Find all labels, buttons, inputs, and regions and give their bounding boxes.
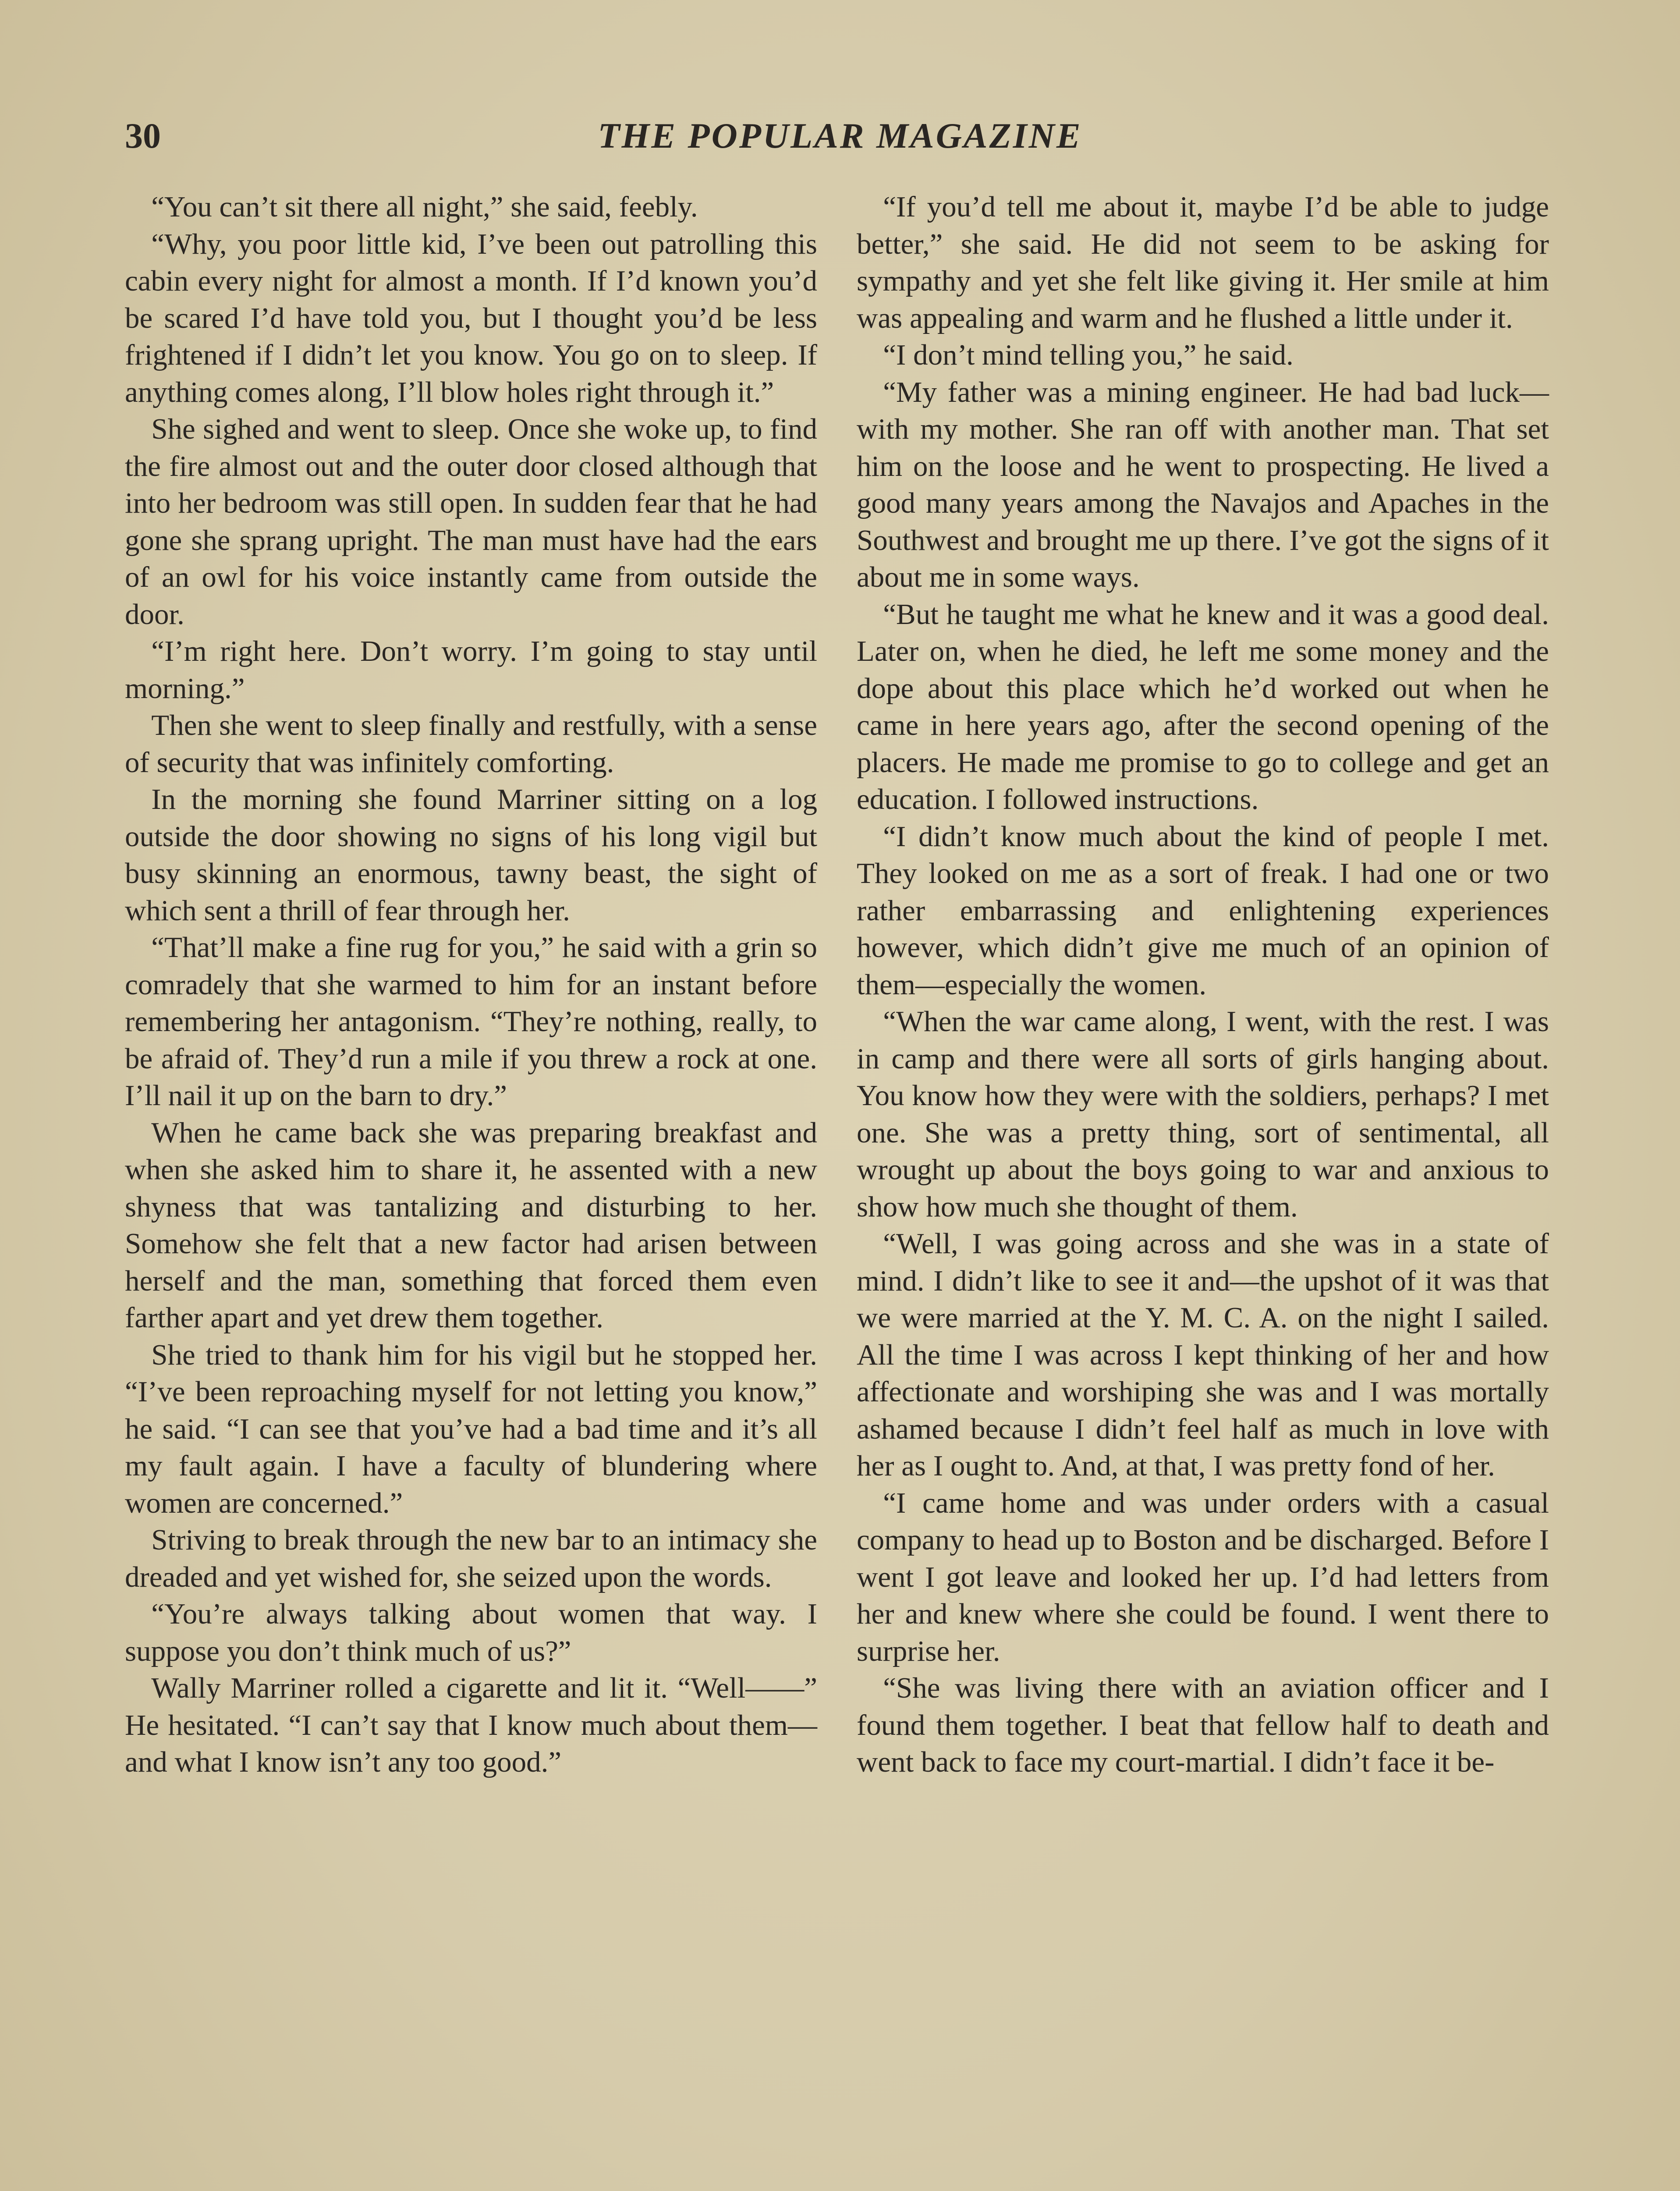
- running-title: THE POPULAR MAGAZINE: [598, 116, 1082, 156]
- paragraph: Striving to break through the new bar to an intimacy she dreaded and yet wished for, she seized upon the words.: [125, 1524, 817, 1593]
- paragraph: “My father was a mining engineer. He had bad luck—with my mother. She ran off with another man. That set him on the loose and he went to prospecting. He lived a good many years among the Navajos and Apaches in the Southwest and brought me up there. I’ve got the signs of it about me in some ways.: [857, 376, 1549, 593]
- right-column: [857, 188, 1549, 1781]
- paragraph: “Well, I was going across and she was in a state of mind. I didn’t like to see it and—the upshot of it was that we were married at the Y. M. C. A. on the night I sailed. All the time I was across I kept thinking of her and how affectionate and worshiping she was and I was mortally ashamed because I didn’t feel half as much in love with her as I ought to. And, at that, I was pretty fond of her.: [857, 1227, 1549, 1482]
- paragraph: She sighed and went to sleep. Once she woke up, to find the fire almost out and the outer door closed although that into her bedroom was still open. In sudden fear that he had gone she sprang upright. The man must have had the ears of an owl for his voice instantly came from outside the door.: [125, 413, 817, 631]
- paragraph: “You’re always talking about women that way. I suppose you don’t think much of us?”: [125, 1598, 817, 1667]
- paragraph: Wally Marriner rolled a cigarette and lit it. “Well——” He hesitated. “I can’t say that I know much about them—and what I know isn’t any too good.”: [125, 1672, 817, 1778]
- paragraph: “You can’t sit there all night,” she said, feebly.: [151, 191, 698, 223]
- paragraph: “But he taught me what he knew and it was a good deal. Later on, when he died, he left me some money and the dope about this place which he’d worked out when he came in here years ago, after the second opening of the placers. He made me promise to go to college and get an education. I followed instructions.: [857, 598, 1549, 815]
- page-number: 30: [125, 116, 161, 156]
- paragraph: Then she went to sleep finally and restfully, with a sense of security that was infinitely comforting.: [125, 709, 817, 779]
- paragraph: “If you’d tell me about it, maybe I’d be able to judge better,” she said. He did not seem to be asking for sympathy and yet she felt like giving it. Her smile at him was appealing and warm and he flushed a little under it.: [857, 191, 1549, 334]
- paragraph: She tried to thank him for his vigil but he stopped her. “I’ve been reproaching myself for not letting you know,” he said. “I can see that you’ve had a bad time and it’s all my fault again. I have a faculty of blundering where women are concerned.”: [125, 1338, 817, 1519]
- paragraph: “I’m right here. Don’t worry. I’m going to stay until morning.”: [125, 635, 817, 705]
- paragraph: “That’ll make a fine rug for you,” he said with a grin so comradely that she warmed to him for an instant before remembering her antagonism. “They’re nothing, really, to be afraid of. They’d run a mile if you threw a rock at one. I’ll nail it up on the barn to dry.”: [125, 931, 817, 1112]
- paragraph: In the morning she found Marriner sitting on a log outside the door showing no signs of his long vigil but busy skinning an enormous, tawny beast, the sight of which sent a thrill of fear through her.: [125, 783, 817, 927]
- paragraph: “I came home and was under orders with a casual company to head up to Boston and be discharged. Before I went I got leave and looked her up. I’d had letters from her and knew where she could be found. I went there to surprise her.: [857, 1486, 1549, 1667]
- left-column: [125, 188, 817, 1781]
- paragraph: “She was living there with an aviation officer and I found them together. I beat that fellow half to death and went back to face my court-martial. I didn’t face it be-: [857, 1672, 1549, 1778]
- paragraph: “When the war came along, I went, with the rest. I was in camp and there were all sorts of girls hanging about. You know how they were with the soldiers, perhaps? I met one. She was a pretty thing, sort of sentimental, all wrought up about the boys going to war and anxious to show how much she thought of them.: [857, 1005, 1549, 1223]
- paragraph: “Why, you poor little kid, I’ve been out patrolling this cabin every night for almost a month. If I’d known you’d be scared I’d have told you, but I thought you’d be less frightened if I didn’t let you know. You go on to sleep. If anything comes along, I’ll blow holes right through it.”: [125, 227, 817, 408]
- paragraph: “I don’t mind telling you,” he said.: [883, 339, 1294, 371]
- paragraph: When he came back she was preparing breakfast and when she asked him to share it, he assented with a new shyness that was tantalizing and disturbing to her. Somehow she felt that a new factor had arisen between herself and the man, something that forced them even farther apart and yet drew them together.: [125, 1116, 817, 1334]
- page-header: [125, 112, 1555, 160]
- paragraph: “I didn’t know much about the kind of people I met. They looked on me as a sort of freak. I had one or two rather embarrassing and enlightening experiences however, which didn’t give me much of an opinion of them—especially the women.: [857, 820, 1549, 1001]
